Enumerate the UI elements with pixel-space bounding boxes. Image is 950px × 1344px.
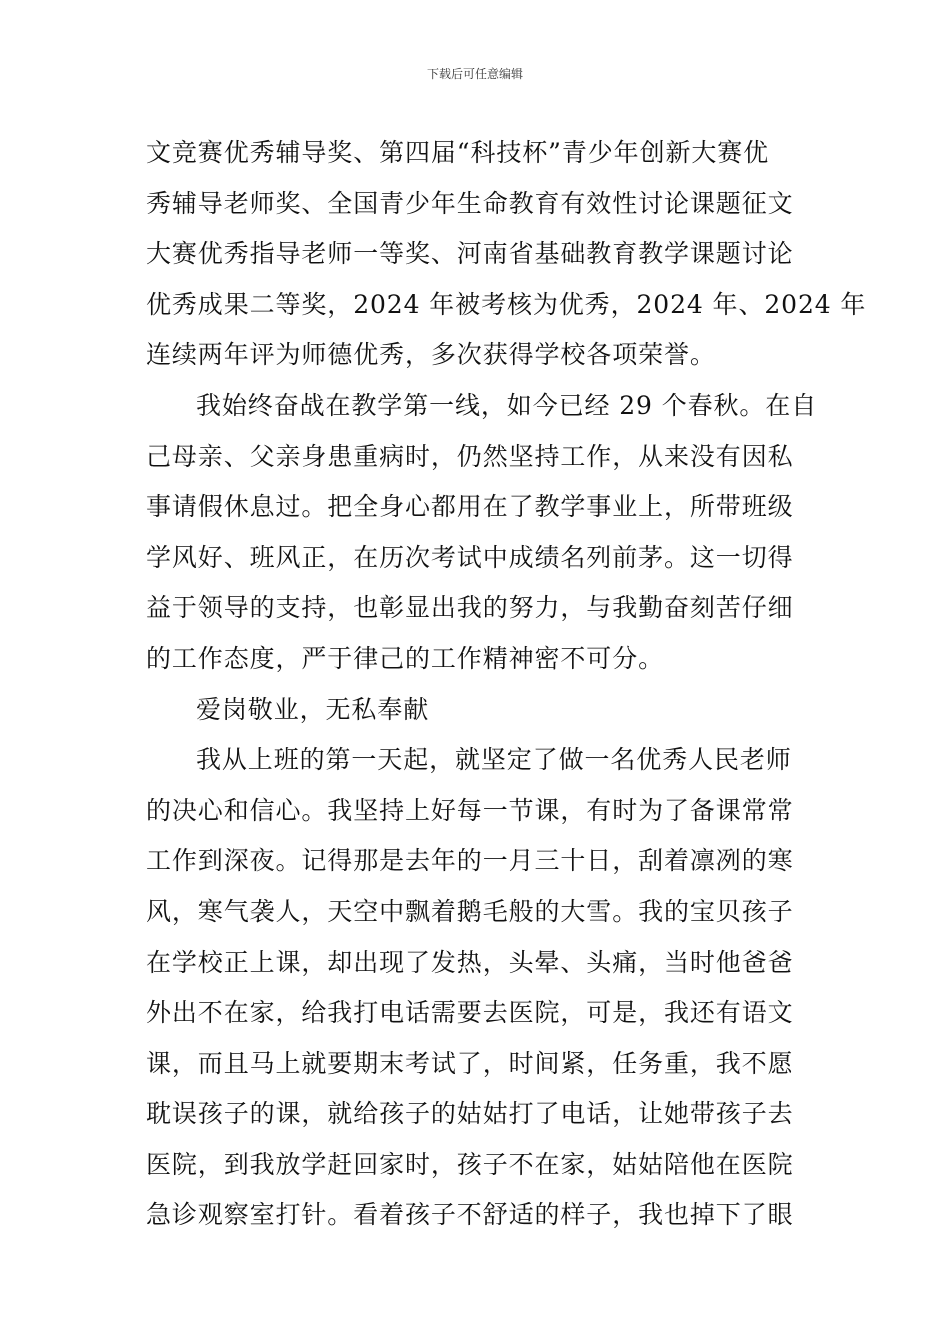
text-line: 医院，到我放学赶回家时，孩子不在家，姑姑陪他在医院 <box>146 1149 794 1179</box>
text-line: 在学校正上课，却出现了发热，头晕、头痛，当时他爸爸 <box>146 947 794 977</box>
text-line: 学风好、班风正，在历次考试中成绩名列前茅。这一切得 <box>146 542 794 572</box>
text-line: 的工作态度，严于律己的工作精神密不可分。 <box>146 643 665 673</box>
text-line: 的决心和信心。我坚持上好每一节课，有时为了备课常常 <box>146 795 794 825</box>
text-line: 文竞赛优秀辅导奖、第四届“科技杯”青少年创新大赛优 <box>146 138 770 167</box>
document-body <box>146 128 867 1241</box>
page-header: 下载后可任意编辑 <box>426 67 523 81</box>
text-line: 急诊观察室打针。看着孩子不舒适的样子，我也掉下了眼 <box>146 1200 794 1230</box>
text-line: 外出不在家，给我打电话需要去医院，可是，我还有语文 <box>146 998 794 1028</box>
text-line: 课，而且马上就要期末考试了，时间紧，任务重，我不愿 <box>146 1048 794 1078</box>
text-line: 连续两年评为师德优秀，多次获得学校各项荣誉。 <box>146 340 716 370</box>
text-line: 大赛优秀指导老师一等奖、河南省基础教育教学课题讨论 <box>146 239 794 269</box>
text-line: 事请假休息过。把全身心都用在了教学事业上，所带班级 <box>146 492 794 522</box>
text-line: 秀辅导老师奖、全国青少年生命教育有效性讨论课题征文 <box>146 188 794 218</box>
text-line: 耽误孩子的课，就给孩子的姑姑打了电话，让她带孩子去 <box>146 1099 794 1129</box>
text-line: 益于领导的支持，也彰显出我的努力，与我勤奋刻苦仔细 <box>146 593 794 623</box>
paragraph-first-line: 我始终奋战在教学第一线，如今已经 29 个春秋。在自 <box>196 390 818 420</box>
text-line: 优秀成果二等奖，2024 年被考核为优秀，2024 年、2024 年 <box>146 289 867 319</box>
text-line: 工作到深夜。记得那是去年的一月三十日，刮着凛冽的寒 <box>146 846 794 876</box>
paragraph-first-line: 我从上班的第一天起，就坚定了做一名优秀人民老师 <box>196 745 792 775</box>
section-heading: 爱岗敬业，无私奉献 <box>196 694 430 724</box>
text-line: 己母亲、父亲身患重病时，仍然坚持工作，从来没有因私 <box>146 441 794 471</box>
text-line: 风，寒气袭人，天空中飘着鹅毛般的大雪。我的宝贝孩子 <box>146 896 794 926</box>
